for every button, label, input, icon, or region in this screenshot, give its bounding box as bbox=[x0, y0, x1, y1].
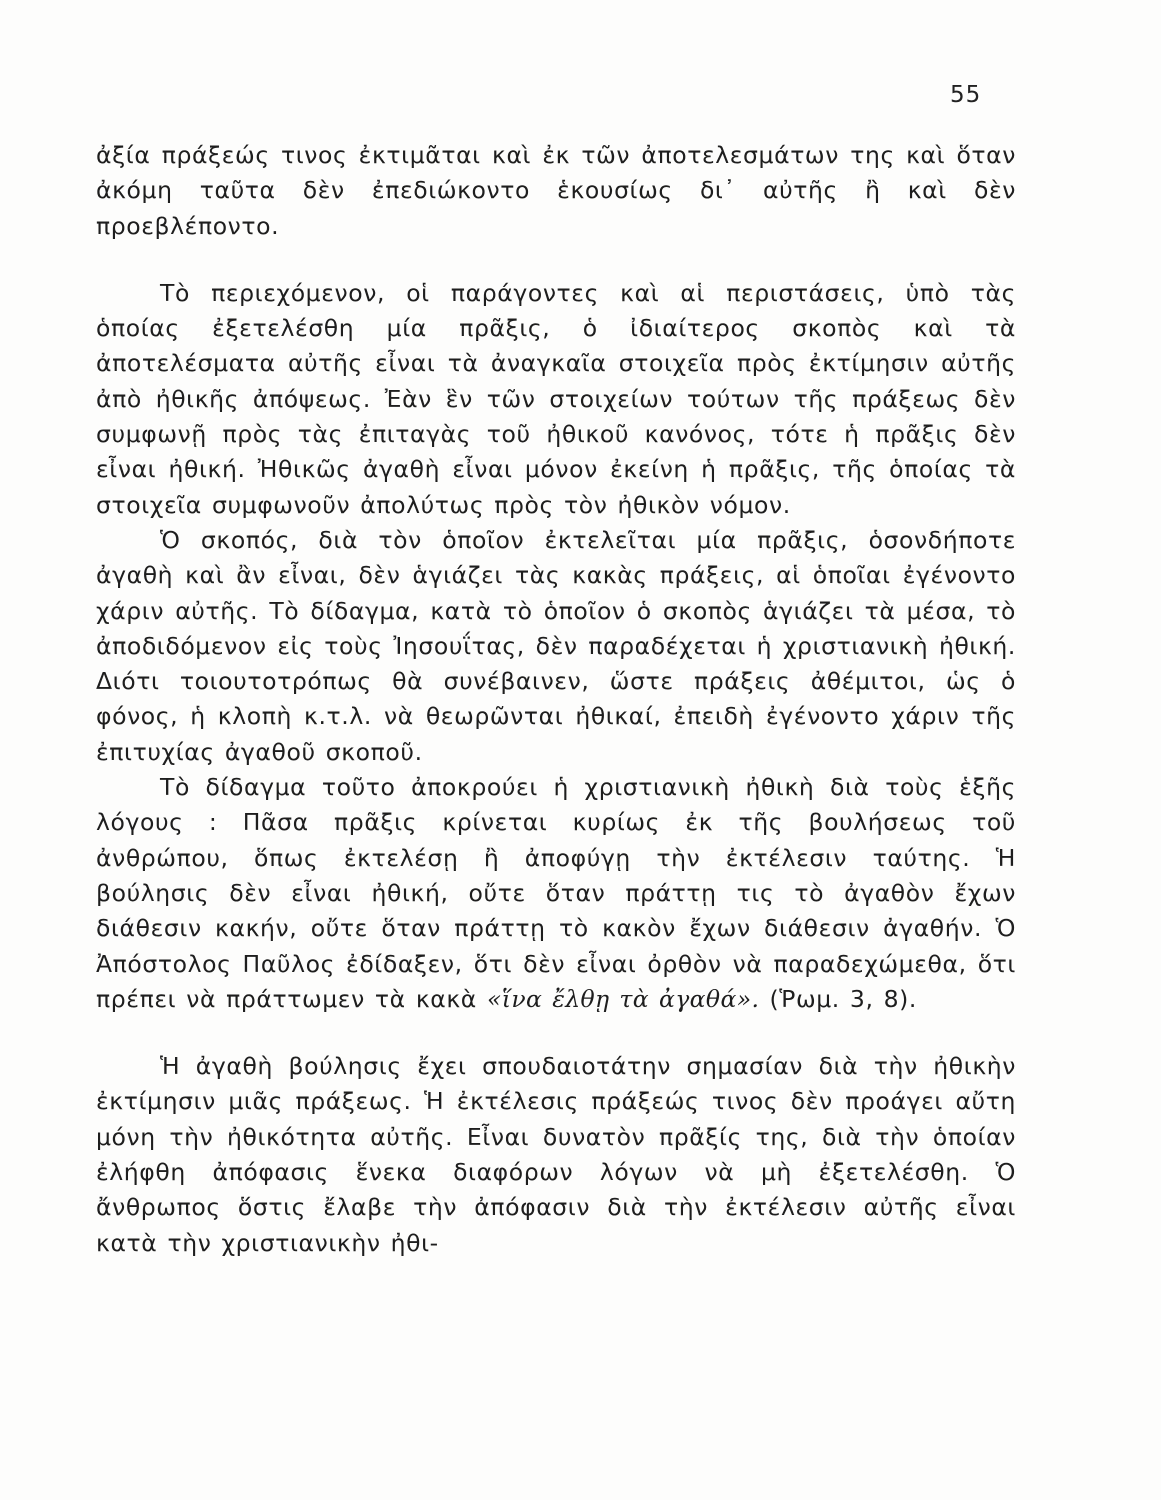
body-text bbox=[96, 138, 1016, 1261]
paragraph-good-will: Ἡ ἀγαθὴ βούλησις ἔχει σπουδαιοτάτην σημασίαν διὰ τὴν ἠθικὴν ἐκτίμησιν μιᾶς πράξεως. Ἡ ἐκτέλεσις πράξεώς τινος δὲν προάγει αὔτη μόνη τὴν ἠθικότητα αὐτῆς. Εἶναι δυνατὸν πρᾶξίς της, διὰ τὴν ὁποίαν ἐλήφθη ἀπόφασις ἕνεκα διαφόρων λόγων νὰ μὴ ἐξετελέσθη. Ὁ ἄνθρωπος ὅστις ἔλαβε τὴν ἀπόφασιν διὰ τὴν ἐκτέλεσιν αὐτῆς εἶναι κατὰ τὴν χριστιανικὴν ἠθι- bbox=[96, 1052, 1016, 1257]
paragraph-continuation: ἀξία πράξεώς τινος ἐκτιμᾶται καὶ ἐκ τῶν ἀποτελεσμάτων της καὶ ὅταν ἀκόμη ταῦτα δὲν ἐπεδιώκοντο ἑκουσίως δι᾽ αὐτῆς ἢ καὶ δὲν προεβλέποντο. bbox=[96, 141, 1016, 240]
page-number: 55 bbox=[950, 82, 982, 108]
scripture-quote: «ἵνα ἔλθῃ τὰ ἀγαθά». bbox=[486, 984, 760, 1013]
paragraph-content-factors: Τὸ περιεχόμενον, οἱ παράγοντες καὶ αἱ περιστάσεις, ὑπὸ τὰς ὁποίας ἐξετελέσθη μία πρᾶξις, ὁ ἰδιαίτερος σκοπὸς καὶ τὰ ἀποτελέσματα αὐτῆς εἶναι τὰ ἀναγκαῖα στοιχεῖα πρὸς ἐκτίμησιν αὐτῆς ἀπὸ ἠθικῆς ἀπόψεως. Ἐὰν ἓν τῶν στοιχείων τούτων τῆς πράξεως δὲν συμφωνῇ πρὸς τὰς ἐπιταγὰς τοῦ ἠθικοῦ κανόνος, τότε ἡ πρᾶξις δὲν εἶναι ἠθική. Ἠθικῶς ἀγαθὴ εἶναι μόνον ἐκείνη ἡ πρᾶξις, τῆς ὁποίας τὰ στοιχεῖα συμφωνοῦν ἀπολύτως πρὸς τὸν ἠθικὸν νόμον. bbox=[96, 278, 1016, 519]
paragraph-purpose-means: Ὁ σκοπός, διὰ τὸν ὁποῖον ἐκτελεῖται μία πρᾶξις, ὁσονδήποτε ἀγαθὴ καὶ ἂν εἶναι, δὲν ἁγιάζει τὰς κακὰς πράξεις, αἱ ὁποῖαι ἐγένοντο χάριν αὐτῆς. Τὸ δίδαγμα, κατὰ τὸ ὁποῖον ὁ σκοπὸς ἁγιάζει τὰ μέσα, τὸ ἀποδιδόμενον εἰς τοὺς Ἰησουΐτας, δὲν παραδέχεται ἡ χριστιανικὴ ἠθική. Διότι τοιουτοτρόπως θὰ συνέβαινεν, ὥστε πράξεις ἀθέμιτοι, ὡς ὁ φόνος, ἡ κλοπὴ κ.τ.λ. νὰ θεωρῶνται ἠθικαί, ἐπειδὴ ἐγένοντο χάριν τῆς ἐπιτυχίας ἀγαθοῦ σκοποῦ. bbox=[96, 525, 1016, 766]
scripture-reference: (Ῥωμ. 3, 8). bbox=[759, 984, 917, 1013]
paragraph-rejection-text: Τὸ δίδαγμα τοῦτο ἀποκρούει ἡ χριστιανικὴ ἠθικὴ διὰ τοὺς ἑξῆς λόγους : Πᾶσα πρᾶξις κρίνεται κυρίως ἐκ τῆς βουλήσεως τοῦ ἀνθρώπου, ὅπως ἐκτελέσῃ ἢ ἀποφύγῃ τὴν ἐκτέλεσιν ταύτης. Ἡ βούλησις δὲν εἶναι ἠθική, οὔτε ὅταν πράττῃ τις τὸ ἀγαθὸν ἔχων διάθεσιν κακήν, οὔτε ὅταν πράττῃ τὸ κακὸν ἔχων διάθεσιν ἀγαθήν. Ὁ Ἀπόστολος Παῦλος ἐδίδαξεν, ὅτι δὲν εἶναι ὀρθὸν νὰ παραδεχώμεθα, ὅτι πρέπει νὰ πράττωμεν τὰ κακὰ bbox=[96, 773, 1016, 1013]
paragraph-rejection-reasons bbox=[96, 770, 1016, 1017]
